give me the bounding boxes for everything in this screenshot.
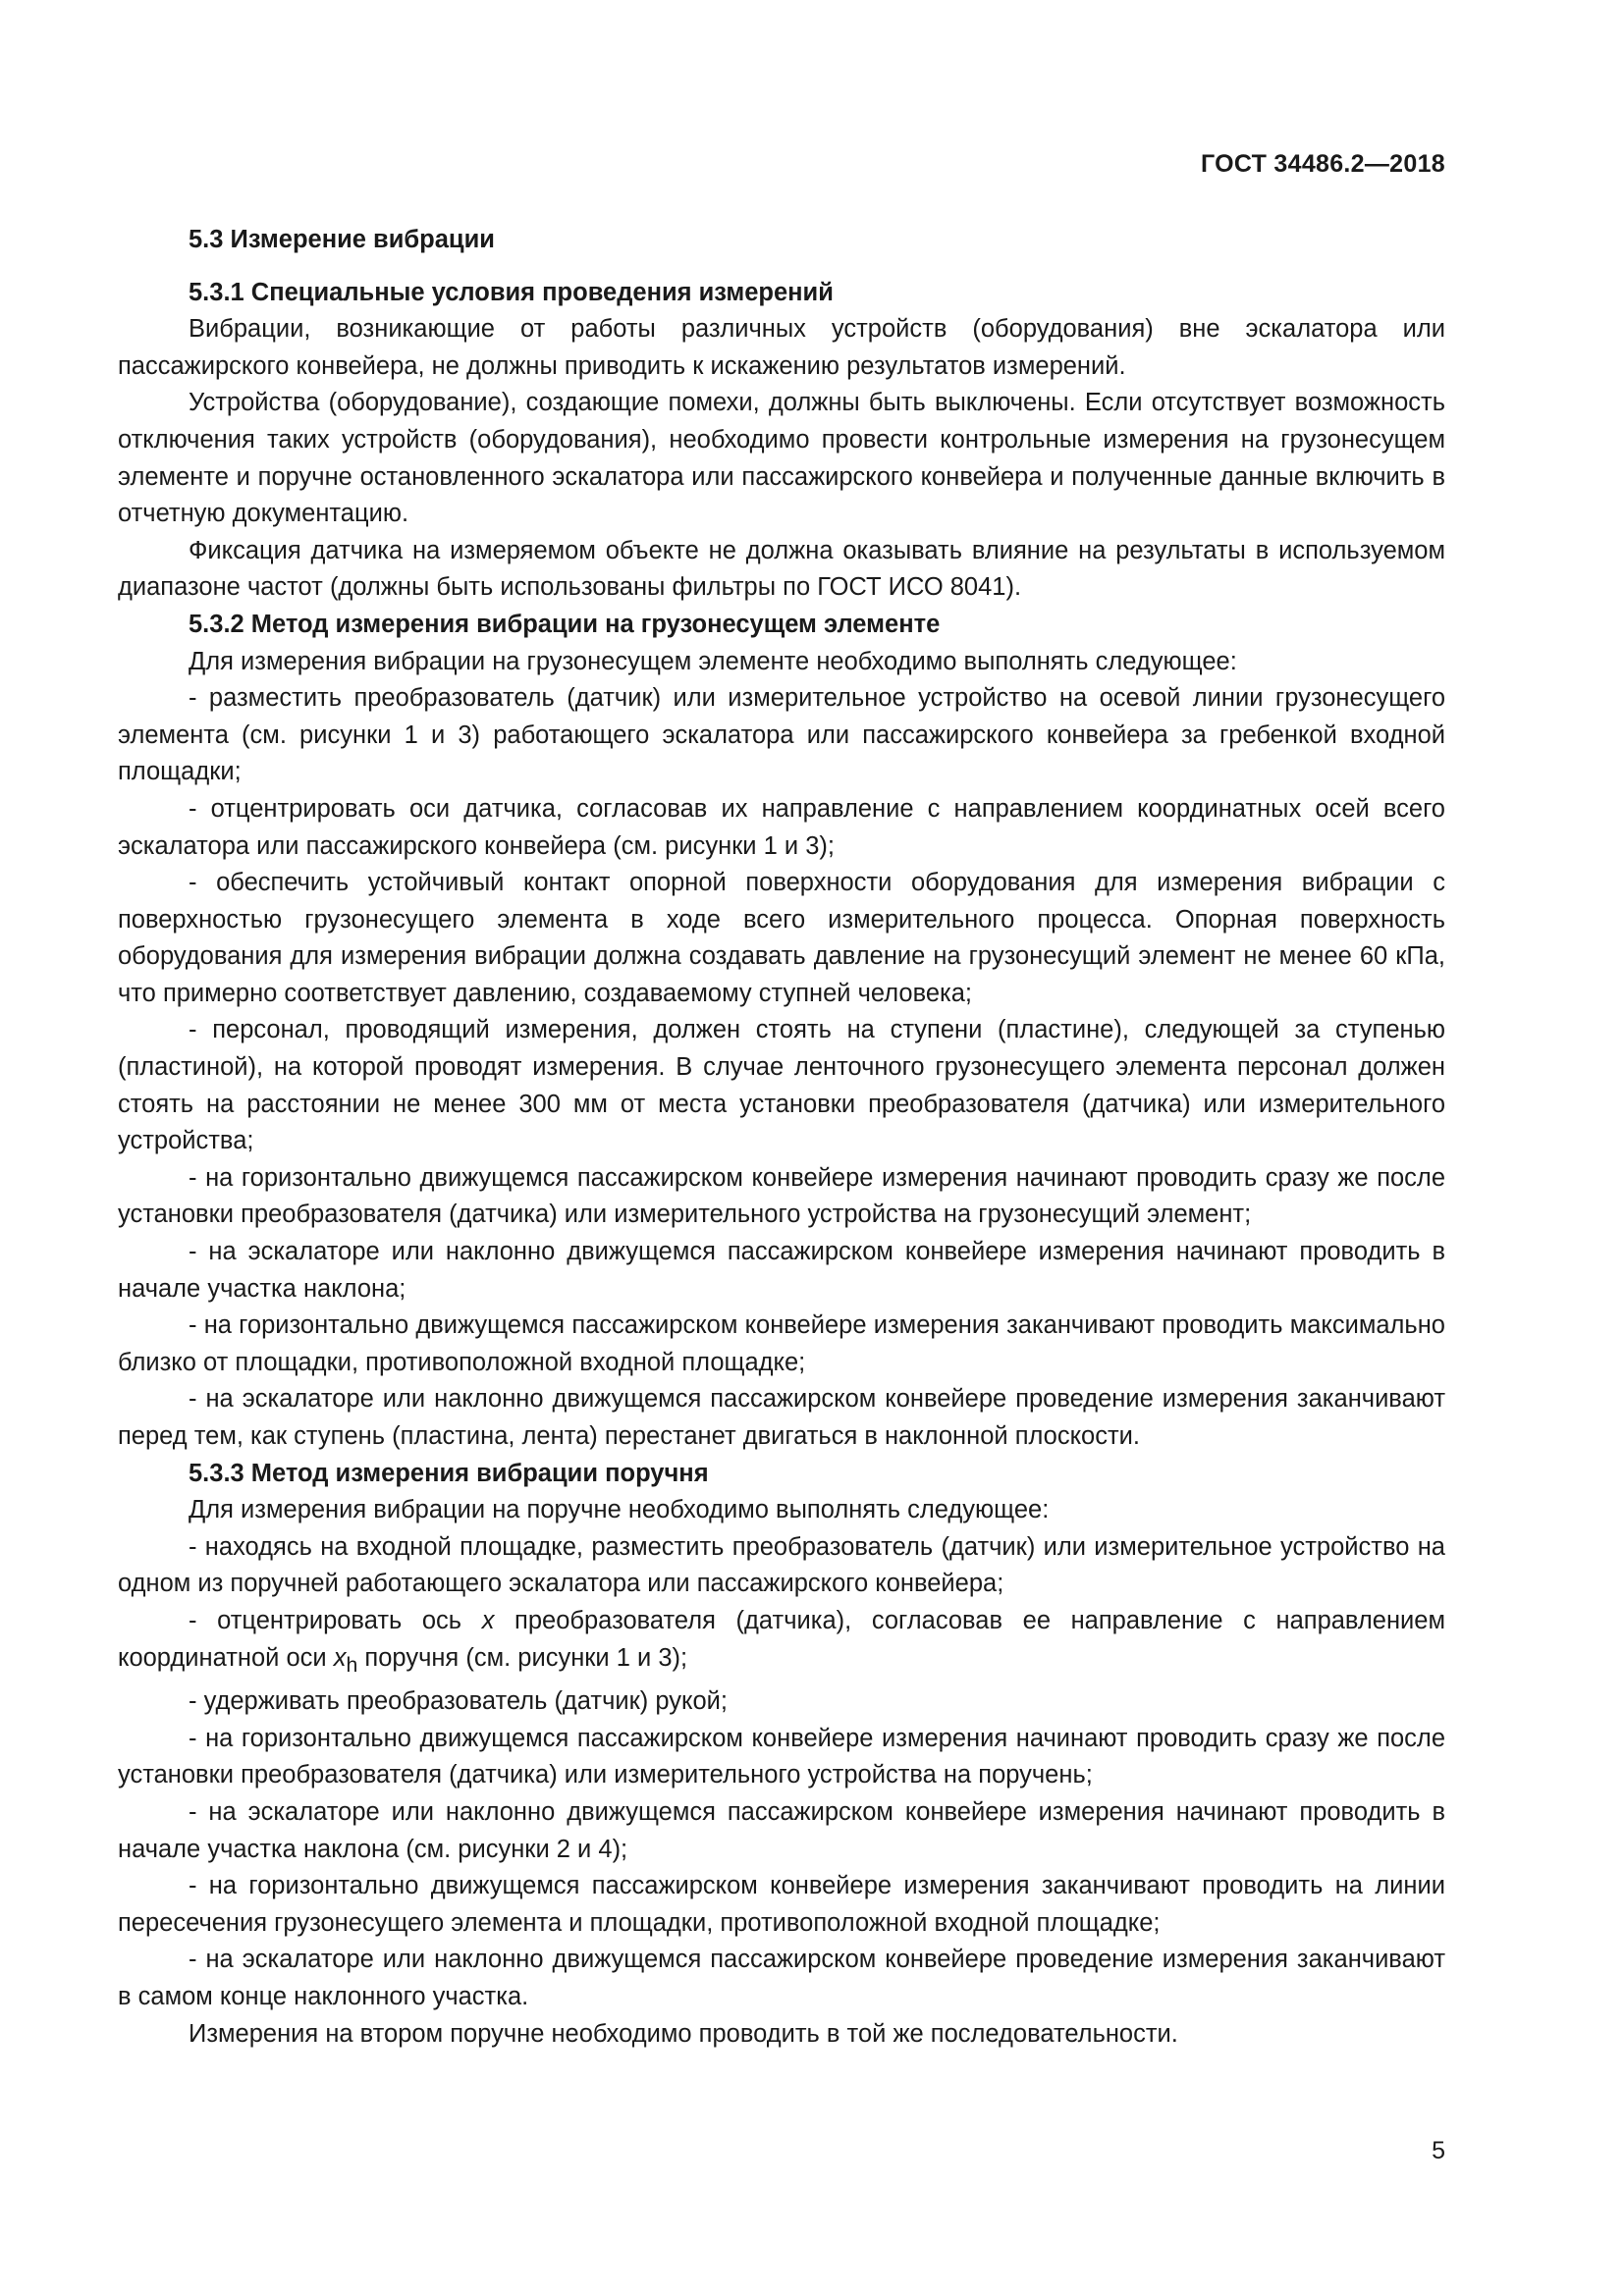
list-item: - на горизонтально движущемся пассажирском конвейере измерения заканчивают проводить на линии пересечения грузонесущего элемента и площадки, противоположной входной площадке;: [118, 1872, 1445, 1937]
paragraph: Вибрации, возникающие от работы различных устройств (оборудования) вне эскалатора или пассажирского конвейера, не должны приводить к искажению результатов измерений.: [118, 315, 1445, 380]
list-item: - персонал, проводящий измерения, должен стоять на ступени (пластине), следующей за ступенью (пластиной), на которой проводят измерения. В случае ленточного грузонесущего элемента персонал должен стоять на расстоянии не менее 300 мм от места установки преобразователя (датчика) или измерительного устройства;: [118, 1016, 1445, 1155]
list-item: - удерживать преобразователь (датчик) рукой;: [189, 1687, 728, 1716]
paragraph: Для измерения вибрации на поручне необходимо выполнять следующее:: [189, 1496, 1050, 1524]
list-item: - обеспечить устойчивый контакт опорной поверхности оборудования для измерения вибрации с поверхностью грузонесущего элемента в ходе всего измерительного процесса. Опорная поверхность оборудования для измерения вибрации должна создавать давление на грузонесущий элемент не менее 60 кПа, что примерно соответствует давлению, создаваемому ступней человека;: [118, 869, 1445, 1007]
list-item: - разместить преобразователь (датчик) или измерительное устройство на осевой линии грузонесущего элемента (см. рисунки 1 и 3) работающего эскалатора или пассажирского конвейера за гребенкой входной площадки;: [118, 684, 1445, 786]
list-item: - на эскалаторе или наклонно движущемся пассажирском конвейере проведение измерения заканчивают в самом конце наклонного участка.: [118, 1946, 1445, 2010]
section-title: 5.3 Измерение вибрации: [189, 226, 495, 253]
page-number: 5: [1432, 2137, 1445, 2164]
axis-symbol-x: x: [481, 1606, 495, 1634]
paragraph: Для измерения вибрации на грузонесущем элементе необходимо выполнять следующее:: [189, 647, 1237, 675]
list-item: - на эскалаторе или наклонно движущемся пассажирском конвейере измерения начинают проводить в начале участка наклона (см. рисунки 2 и 4);: [118, 1798, 1445, 1863]
paragraph: Фиксация датчика на измеряемом объекте не должна оказывать влияние на результаты в используемом диапазоне частот (должны быть использованы фильтры по ГОСТ ИСО 8041).: [118, 536, 1445, 602]
list-item: - на горизонтально движущемся пассажирском конвейере измерения заканчивают проводить максимально близко от площадки, противоположной входной площадке;: [118, 1311, 1445, 1376]
list-item: [118, 1603, 1445, 1683]
list-item: - на эскалаторе или наклонно движущемся пассажирском конвейере измерения начинают проводить в начале участка наклона;: [118, 1238, 1445, 1303]
subsection-title-5-3-3: 5.3.3 Метод измерения вибрации поручня: [189, 1459, 709, 1487]
paragraph: Измерения на втором поручне необходимо проводить в той же последовательности.: [189, 2019, 1178, 2048]
subsection-title-5-3-1: 5.3.1 Специальные условия проведения измерений: [189, 278, 834, 306]
list-item: - находясь на входной площадке, разместить преобразователь (датчик) или измерительное устройство на одном из поручней работающего эскалатора или пассажирского конвейера;: [118, 1532, 1445, 1598]
document-body: [118, 222, 1445, 2053]
page-header: ГОСТ 34486.2—2018: [1200, 150, 1445, 178]
list-item: - отцентрировать оси датчика, согласовав их направление с направлением координатных осей всего эскалатора или пассажирского конвейера (см. рисунки 1 и 3);: [118, 794, 1445, 860]
paragraph: Устройства (оборудование), создающие помехи, должны быть выключены. Если отсутствует возможность отключения таких устройств (оборудования), необходимо провести контрольные измерения на грузонесущем элементе и поручне остановленного эскалатора или пассажирского конвейера и полученные данные включить в отчетную документацию.: [118, 389, 1445, 528]
list-item: - на горизонтально движущемся пассажирском конвейере измерения начинают проводить сразу же после установки преобразователя (датчика) или измерительного устройства на грузонесущий элемент;: [118, 1163, 1445, 1229]
axis-subscript-h: h: [346, 1652, 358, 1677]
text-run: преобразователя (датчика), согласовав ее направление с направлением координатной оси: [118, 1606, 1445, 1672]
text-run: - отцентрировать ось: [189, 1606, 482, 1634]
list-item: - на горизонтально движущемся пассажирском конвейере измерения начинают проводить сразу же после установки преобразователя (датчика) или измерительного устройства на поручень;: [118, 1724, 1445, 1789]
subsection-title-5-3-2: 5.3.2 Метод измерения вибрации на грузонесущем элементе: [189, 610, 941, 638]
list-item: - на эскалаторе или наклонно движущемся пассажирском конвейере проведение измерения заканчивают перед тем, как ступень (пластина, лента) перестанет двигаться в наклонной плоскости.: [118, 1385, 1445, 1450]
axis-symbol-xh: x: [333, 1643, 347, 1672]
text-run: поручня (см. рисунки 1 и 3);: [357, 1643, 688, 1672]
